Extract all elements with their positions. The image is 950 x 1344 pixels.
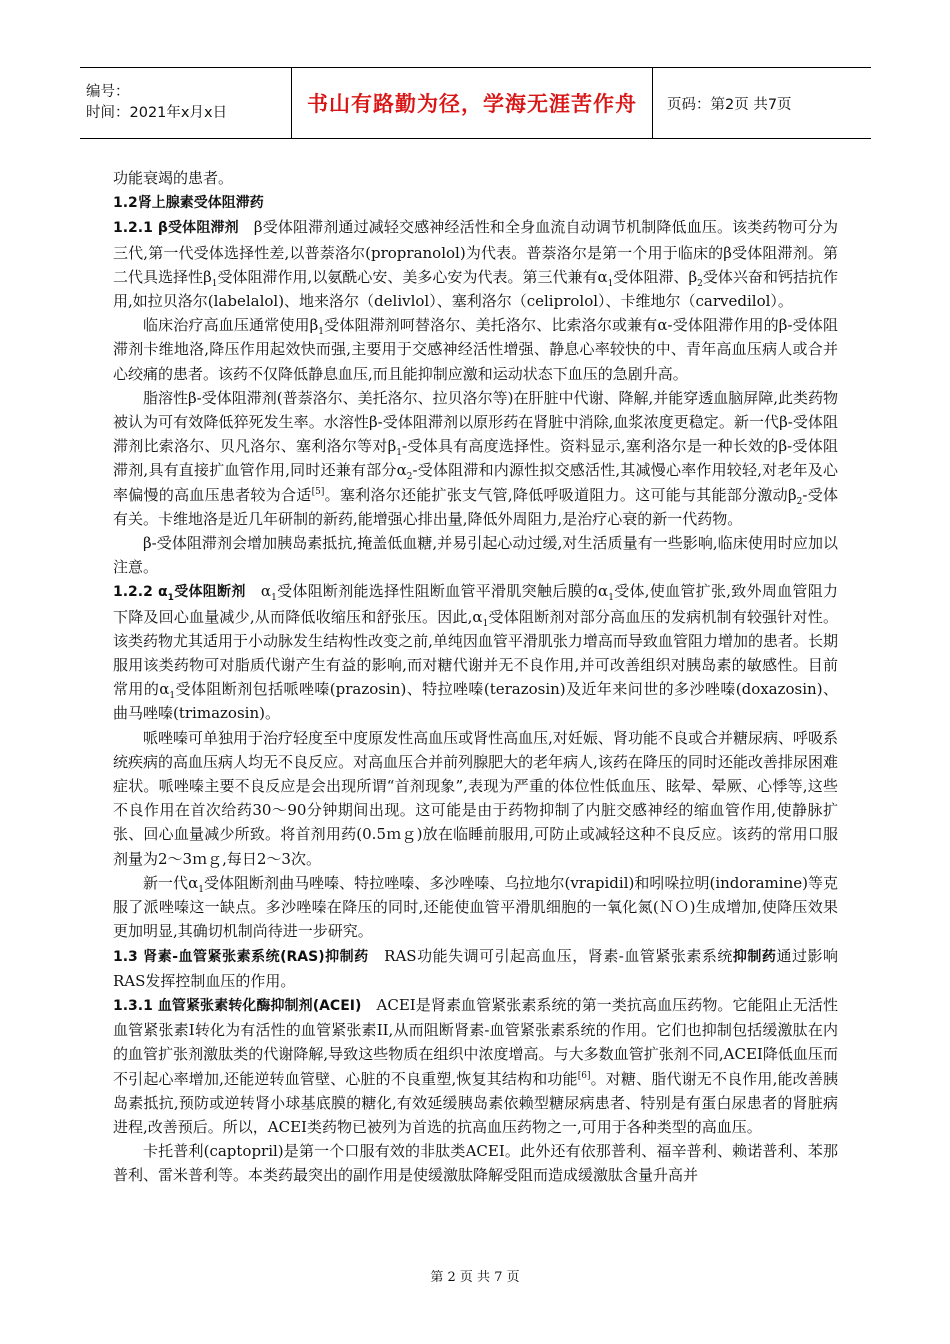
text: 。塞利洛尔还能扩张支气管,降低呼吸道阻力。这可能与其能部分激动β bbox=[324, 485, 797, 504]
subscript: 1 bbox=[211, 278, 218, 289]
text: -受体阻滞和内源性拟交感活性,其减慢心率作用较轻,对老年及心率偏慢的高血压患者较为合适 bbox=[113, 461, 839, 504]
paragraph bbox=[113, 1139, 838, 1187]
citation: [6] bbox=[577, 1070, 591, 1081]
heading-1-3-1: 1.3.1 血管紧张素转化酶抑制剂(ACEI) bbox=[113, 997, 362, 1014]
header-page-number: 页码：第2页 共7页 bbox=[667, 96, 792, 113]
subscript: 1 bbox=[167, 593, 174, 604]
paragraph bbox=[113, 386, 838, 531]
text: β受体阻滞剂通过减轻交感神经活性和全身血流自动调节机制降低血压。该类药物可分为三代,第一代受体选择性差,以普萘洛尔(propranolol)为代表。普萘洛尔是第一个用于临床的β受体阻滞剂。第二代具选择性β bbox=[113, 218, 838, 286]
text: 功能衰竭的患者。 bbox=[113, 169, 234, 187]
paragraph bbox=[113, 531, 838, 579]
text: 受体阻断剂包括哌唑嗪(prazosin)、特拉唑嗪(terazosin)及近年来问世的多沙唑嗪(doxazosin)、曲马唑嗪(trimazosin)。 bbox=[113, 680, 838, 723]
heading-text: 1.2.2 α bbox=[113, 584, 168, 601]
paragraph bbox=[113, 313, 838, 386]
text: α bbox=[260, 582, 272, 601]
citation: [5] bbox=[311, 486, 325, 497]
section-heading bbox=[113, 190, 838, 215]
header-page-cell bbox=[653, 68, 792, 138]
subscript: 1 bbox=[396, 448, 402, 459]
header-number: 编号： bbox=[86, 84, 130, 100]
heading-1-2: 1.2肾上腺素受体阻滞药 bbox=[113, 195, 264, 212]
text: 受体阻断剂曲马唑嗪、特拉唑嗪、多沙唑嗪、乌拉地尔(vrapidil)和吲哚拉明(indoramine)等克服了派唑嗪这一缺点。多沙唑嗪在降压的同时,还能使血管平滑肌细胞的一氧化氮(ＮＯ)生成增加,使降压效果更加明显,其确切机制尚待进一步研究。 bbox=[113, 873, 838, 941]
text: -受体具有高度选择性。资料显示,塞利洛尔是一种长效的β-受体阻滞剂,具有直接扩血管作用,同时还兼有部分α bbox=[113, 437, 838, 480]
text: 受体阻滞剂呵替洛尔、美托洛尔、比索洛尔或兼有α-受体阻滞作用的β-受体阻滞剂卡维地洛,降压作用起效快而强,主要用于交感神经活性增强、静息心率较快的中、青年高血压病人或合并心绞痛的患者。该药不仅降低静息血压,而且能抑制应激和运动状态下血压的急剧升高。 bbox=[113, 316, 838, 383]
text: -受体有关。卡维地洛是近几年研制的新药,能增强心排出量,降低外周阻力,是治疗心衰的新一代药物。 bbox=[113, 485, 838, 528]
subscript: 1 bbox=[607, 278, 614, 289]
text: β-受体阻滞剂会增加胰岛素抵抗,掩盖低血糖,并易引起心动过缓,对生活质量有一些影响,临床使用时应加以注意。 bbox=[113, 534, 838, 577]
text: 受体阻断剂能选择性阻断血管平滑肌突触后膜的α bbox=[276, 582, 609, 601]
heading-1-2-1: 1.2.1 β受体阻滞剂 bbox=[113, 220, 239, 237]
document-header bbox=[80, 67, 871, 139]
header-meta bbox=[80, 68, 291, 138]
header-motto: 书山有路勤为径，学海无涯苦作舟 bbox=[307, 92, 637, 116]
bold-text: 抑制药 bbox=[732, 948, 777, 965]
text: 受体阻滞、β bbox=[613, 267, 698, 286]
text: 受体阻断剂对部分高血压的发病机制有较强针对性。该类药物尤其适用于小动脉发生结构性改变之前,单纯因血管平滑肌张力增高而导致血管阻力增加的患者。长期服用该类药物可对脂质代谢产生有益的影响,而对糖代谢并无不良作用,并可改善组织对胰岛素的敏感性。目前常用的α bbox=[113, 607, 838, 699]
paragraph bbox=[113, 993, 838, 1139]
subscript: 1 bbox=[482, 618, 489, 629]
subscript: 2 bbox=[406, 472, 413, 483]
header-time: 时间：2021年x月x日 bbox=[86, 105, 228, 121]
subscript: 1 bbox=[318, 327, 325, 338]
paragraph bbox=[113, 726, 838, 871]
text: 卡托普利(captopril)是第一个口服有效的非肽类ACEI。此外还有依那普利、福辛普利、赖诺普利、苯那普利、雷米普利等。本类药最突出的副作用是使缓激肽降解受阻而造成缓激肽含量升高并 bbox=[113, 1142, 838, 1185]
text: 受体,使血管扩张,致外周血管阻力下降及回心血量减少,从而降低收缩压和舒张压。因此,α bbox=[113, 582, 839, 626]
text: 脂溶性β-受体阻滞剂(普萘洛尔、美托洛尔、拉贝洛尔等)在肝脏中代谢、降解,并能穿透血脑屏障,此类药物被认为可有效降低猝死发生率。水溶性β-受体阻滞剂以原形药在肾脏中消除,血浆浓度更稳定。新一代β-受体阻滞剂比索洛尔、贝凡洛尔、塞利洛尔等对β bbox=[113, 388, 838, 456]
paragraph bbox=[113, 944, 838, 993]
text: RAS功能失调可引起高血压，肾素-血管紧张素系统 bbox=[384, 946, 733, 965]
text: 临床治疗高血压通常使用β bbox=[143, 316, 319, 335]
paragraph bbox=[113, 215, 838, 313]
subscript: 2 bbox=[796, 496, 803, 507]
text: 。对糖、脂代谢无不良作用,能改善胰岛素抵抗,预防或逆转肾小球基底膜的糖化,有效延缓胰岛素依赖型糖尿病患者、特别是有蛋白尿患者的肾脏病进程,改善预后。所以，ACEI类药物已被列为首选的抗高血压药物之一,可用于各种类型的高血压。 bbox=[113, 1069, 838, 1136]
text: 哌唑嗪可单独用于治疗轻度至中度原发性高血压或肾性高血压,对妊娠、肾功能不良或合并糖尿病、呼吸系统疾病的高血压病人均无不良反应。对高血压合并前列腺肥大的老年病人,该药在降压的同时还能改善排尿困难症状。哌唑嗪主要不良反应是会出现所谓“首剂现象”,表现为严重的体位性低血压、眩晕、晕厥、心悸等,这些不良作用在首次给药30～90分钟期间出现。这可能是由于药物抑制了内脏交感神经的缩血管作用,使静脉扩张、回心血量减少所致。将首剂用药(0.5ｍｇ)放在临睡前服用,可防止或减轻这种不良反应。该药的常用口服剂量为2～3ｍｇ,每日2～3次。 bbox=[113, 728, 838, 868]
heading-1-2-2 bbox=[113, 584, 246, 604]
paragraph bbox=[113, 871, 838, 944]
text: 新一代α bbox=[143, 873, 199, 892]
subscript: 1 bbox=[271, 593, 277, 604]
paragraph bbox=[113, 579, 838, 725]
subscript: 1 bbox=[169, 691, 176, 702]
text: 通过影响RAS发挥控制血压的作用。 bbox=[113, 946, 838, 990]
heading-1-3: 1.3 肾素-血管紧张素系统(RAS)抑制药 bbox=[113, 948, 369, 965]
header-motto-cell bbox=[291, 68, 653, 138]
subscript: 2 bbox=[697, 278, 703, 289]
subscript: 1 bbox=[198, 884, 204, 895]
paragraph bbox=[113, 166, 838, 190]
page-footer: 第 2 页 共 7 页 bbox=[430, 1270, 520, 1285]
subscript: 1 bbox=[608, 593, 614, 604]
text: 受体兴奋和钙拮抗作用,如拉贝洛尔(labelalol)、地来洛尔（delivlol）、塞利洛尔（celiprolol）、卡维地尔（carvedilol）。 bbox=[113, 267, 838, 311]
document-body bbox=[113, 166, 838, 1188]
heading-text: 受体阻断剂 bbox=[173, 584, 246, 601]
text: 受体阻滞作用,以氨酰心安、美多心安为代表。第三代兼有α bbox=[217, 267, 608, 286]
text: ACEI是肾素血管紧张素系统的第一类抗高血压药物。它能阻止无活性血管紧张素I转化为有活性的血管紧张素II,从而阻断肾素-血管紧张素系统的作用。它们也抑制包括缓激肽在内的血管扩张剂激肽类的代谢降解,导致这些物质在组织中浓度增高。与大多数血管扩张剂不同,ACEⅠ降低血压而不引起心率增加,还能逆转血管壁、心脏的不良重塑,恢复其结构和功能 bbox=[113, 995, 838, 1088]
